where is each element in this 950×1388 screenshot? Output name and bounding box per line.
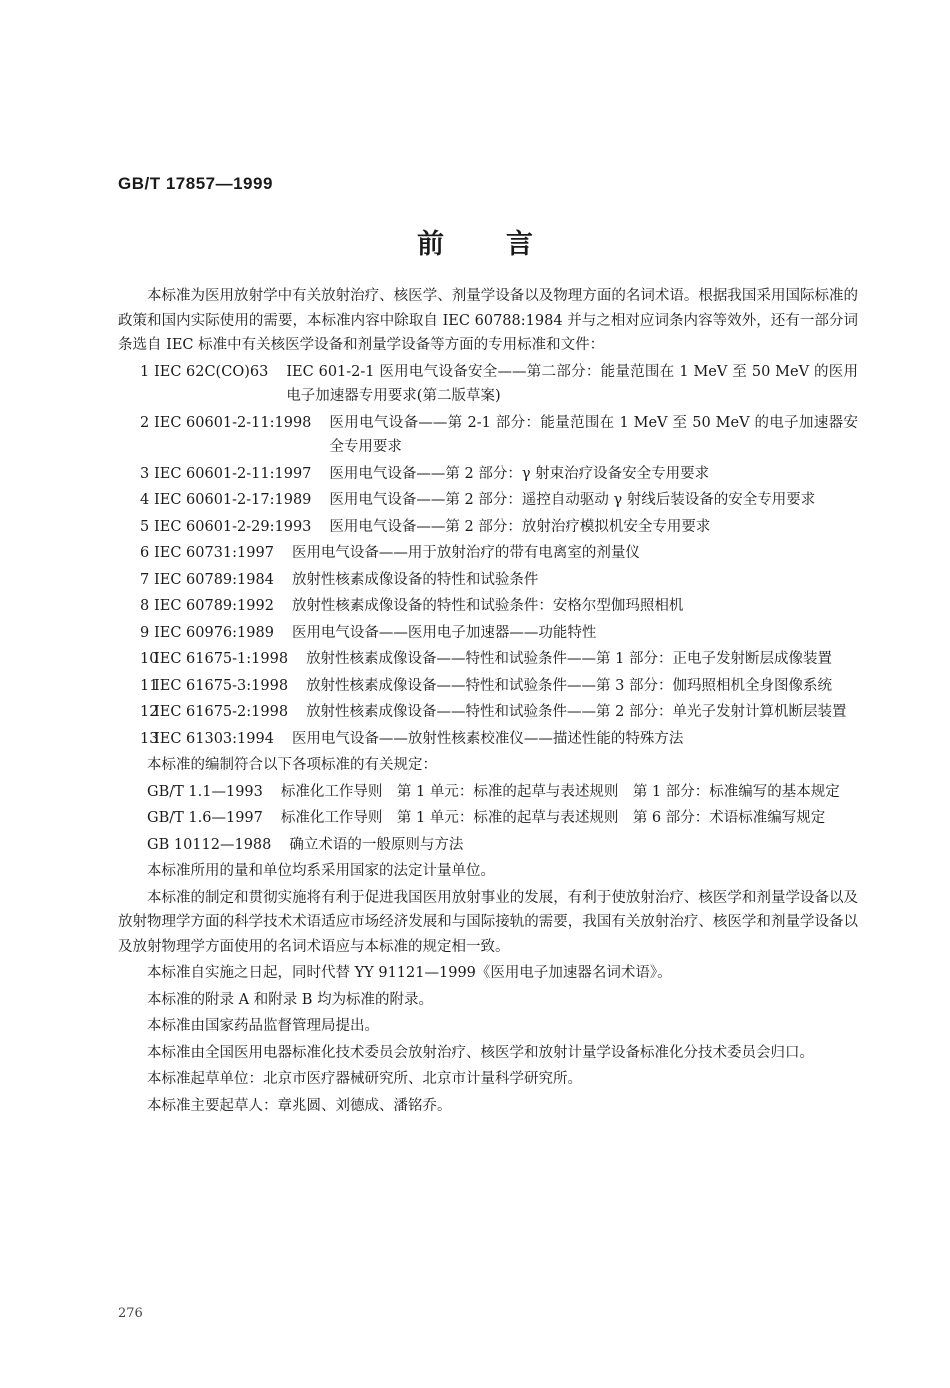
reference-code: IEC 60731:1997 xyxy=(154,545,274,561)
reference-item xyxy=(118,647,858,672)
reference-number: 9 xyxy=(140,624,150,641)
body-paragraph: 本标准的制定和贯彻实施将有利于促进我国医用放射事业的发展，有利于使放射治疗、核医学和剂量学设备以及放射物理学方面的科学技术术语适应市场经济发展和与国际接轨的需要，我国有关放射治疗、核医学和剂量学设备以及放射物理学方面使用的名词术语应与本标准的规定相一致。 xyxy=(118,889,858,955)
reference-code: IEC 60789:1992 xyxy=(154,598,274,614)
reference-title: 医用电气设备——医用电子加速器——功能特性 xyxy=(291,624,597,641)
normative-rules-list xyxy=(118,780,858,858)
reference-number: 2 xyxy=(140,414,150,431)
rule-code: GB/T 1.6—1997 xyxy=(147,810,263,826)
reference-item xyxy=(118,488,858,513)
reference-item xyxy=(118,462,858,487)
body-paragraph: 本标准的附录 A 和附录 B 均为标准的附录。 xyxy=(147,991,434,1008)
reference-code: IEC 60601-2-11:1997 xyxy=(154,465,312,482)
reference-title: 医用电气设备——第 2-1 部分：能量范围在 1 MeV 至 50 MeV 的电子加速器安全专用要求 xyxy=(329,414,858,455)
reference-item xyxy=(118,541,858,566)
reference-title: 放射性核素成像设备——特性和试验条件——第 2 部分：单光子发射计算机断层装置 xyxy=(306,704,847,720)
reference-code: IEC 60601-2-11:1998 xyxy=(154,414,312,431)
reference-title: IEC 601-2-1 医用电气设备安全——第二部分：能量范围在 1 MeV 至 50 MeV 的医用电子加速器专用要求(第二版草案) xyxy=(286,363,858,404)
reference-title: 医用电气设备——第 2 部分：遥控自动驱动 γ 射线后装设备的安全专用要求 xyxy=(329,492,816,508)
intro-paragraph: 本标准为医用放射学中有关放射治疗、核医学、剂量学设备以及物理方面的名词术语。根据我国采用国际标准的政策和国内实际使用的需要，本标准内容中除取自 IEC 60788:1984 并与之相对应词条内容等效外，还有一部分词条选自 IEC 标准中有关核医学设备和剂量学设备等方面的专用标准和文件： xyxy=(118,288,858,353)
reference-number: 7 xyxy=(140,571,150,588)
reference-item xyxy=(118,727,858,752)
page-title: 前言 xyxy=(417,229,595,260)
reference-number: 3 xyxy=(140,465,150,482)
reference-code: IEC 60601-2-17:1989 xyxy=(154,492,312,508)
reference-code: IEC 60976:1989 xyxy=(154,624,274,641)
body-paragraph: 本标准所用的量和单位均系采用国家的法定计量单位。 xyxy=(147,863,495,879)
reference-code: IEC 60789:1984 xyxy=(154,571,274,588)
reference-number: 1 xyxy=(140,363,150,380)
rule-title: 标准化工作导则 第 1 单元：标准的起草与表述规则 第 6 部分：术语标准编写规定 xyxy=(280,810,826,826)
reference-title: 医用电气设备——第 2 部分：放射治疗模拟机安全专用要求 xyxy=(329,518,711,535)
reference-number: 6 xyxy=(140,545,150,561)
reference-code: IEC 61675-2:1998 xyxy=(154,704,289,720)
reference-number: 8 xyxy=(140,598,150,614)
reference-number: 5 xyxy=(140,518,150,535)
reference-item xyxy=(118,621,858,646)
document-body xyxy=(118,284,858,1120)
reference-item xyxy=(118,594,858,619)
reference-number: 4 xyxy=(140,492,150,508)
rule-title: 确立术语的一般原则与方法 xyxy=(289,836,464,853)
reference-title: 放射性核素成像设备的特性和试验条件：安格尔型伽玛照相机 xyxy=(291,598,684,614)
reference-number: 11 xyxy=(140,677,159,694)
reference-code: IEC 61675-1:1998 xyxy=(154,651,289,667)
reference-item xyxy=(118,700,858,725)
reference-code: IEC 61303:1994 xyxy=(154,730,274,747)
reference-title: 放射性核素成像设备——特性和试验条件——第 3 部分：伽玛照相机全身图像系统 xyxy=(306,677,833,694)
reference-title: 医用电气设备——第 2 部分：γ 射束治疗设备安全专用要求 xyxy=(329,465,710,482)
reference-title: 医用电气设备——放射性核素校准仪——描述性能的特殊方法 xyxy=(291,730,684,747)
rule-item xyxy=(118,806,858,831)
reference-list xyxy=(118,360,858,752)
reference-title: 医用电气设备——用于放射治疗的带有电离室的剂量仪 xyxy=(291,545,640,561)
rule-item xyxy=(118,833,858,858)
rule-code: GB 10112—1988 xyxy=(147,836,272,853)
reference-number: 12 xyxy=(140,704,159,720)
reference-code: IEC 62C(CO)63 xyxy=(154,363,269,380)
body-paragraph: 本标准主要起草人：章兆圆、刘德成、潘铭乔。 xyxy=(147,1097,452,1114)
reference-title: 放射性核素成像设备的特性和试验条件 xyxy=(291,571,539,588)
rules-intro: 本标准的编制符合以下各项标准的有关规定： xyxy=(147,757,437,773)
reference-code: IEC 60601-2-29:1993 xyxy=(154,518,312,535)
reference-item xyxy=(118,411,858,460)
rule-item xyxy=(118,780,858,805)
rule-code: GB/T 1.1—1993 xyxy=(147,783,263,800)
reference-code: IEC 61675-3:1998 xyxy=(154,677,289,694)
reference-item xyxy=(118,360,858,409)
standard-code: GB/T 17857—1999 xyxy=(118,174,273,193)
body-paragraph: 本标准自实施之日起，同时代替 YY 91121—1999《医用电子加速器名词术语》。 xyxy=(147,965,672,981)
rule-title: 标准化工作导则 第 1 单元：标准的起草与表述规则 第 1 部分：标准编写的基本规定 xyxy=(280,783,840,800)
reference-item xyxy=(118,674,858,699)
reference-title: 放射性核素成像设备——特性和试验条件——第 1 部分：正电子发射断层成像装置 xyxy=(306,651,833,667)
body-paragraph: 本标准由全国医用电器标准化技术委员会放射治疗、核医学和放射计量学设备标准化分技术委员会归口。 xyxy=(147,1044,814,1061)
page-number: 276 xyxy=(118,1306,143,1321)
reference-item xyxy=(118,515,858,540)
reference-item xyxy=(118,568,858,593)
reference-number: 10 xyxy=(140,651,159,667)
reference-number: 13 xyxy=(140,730,159,747)
body-paragraph: 本标准由国家药品监督管理局提出。 xyxy=(147,1018,379,1034)
body-paragraph: 本标准起草单位：北京市医疗器械研究所、北京市计量科学研究所。 xyxy=(147,1071,582,1087)
